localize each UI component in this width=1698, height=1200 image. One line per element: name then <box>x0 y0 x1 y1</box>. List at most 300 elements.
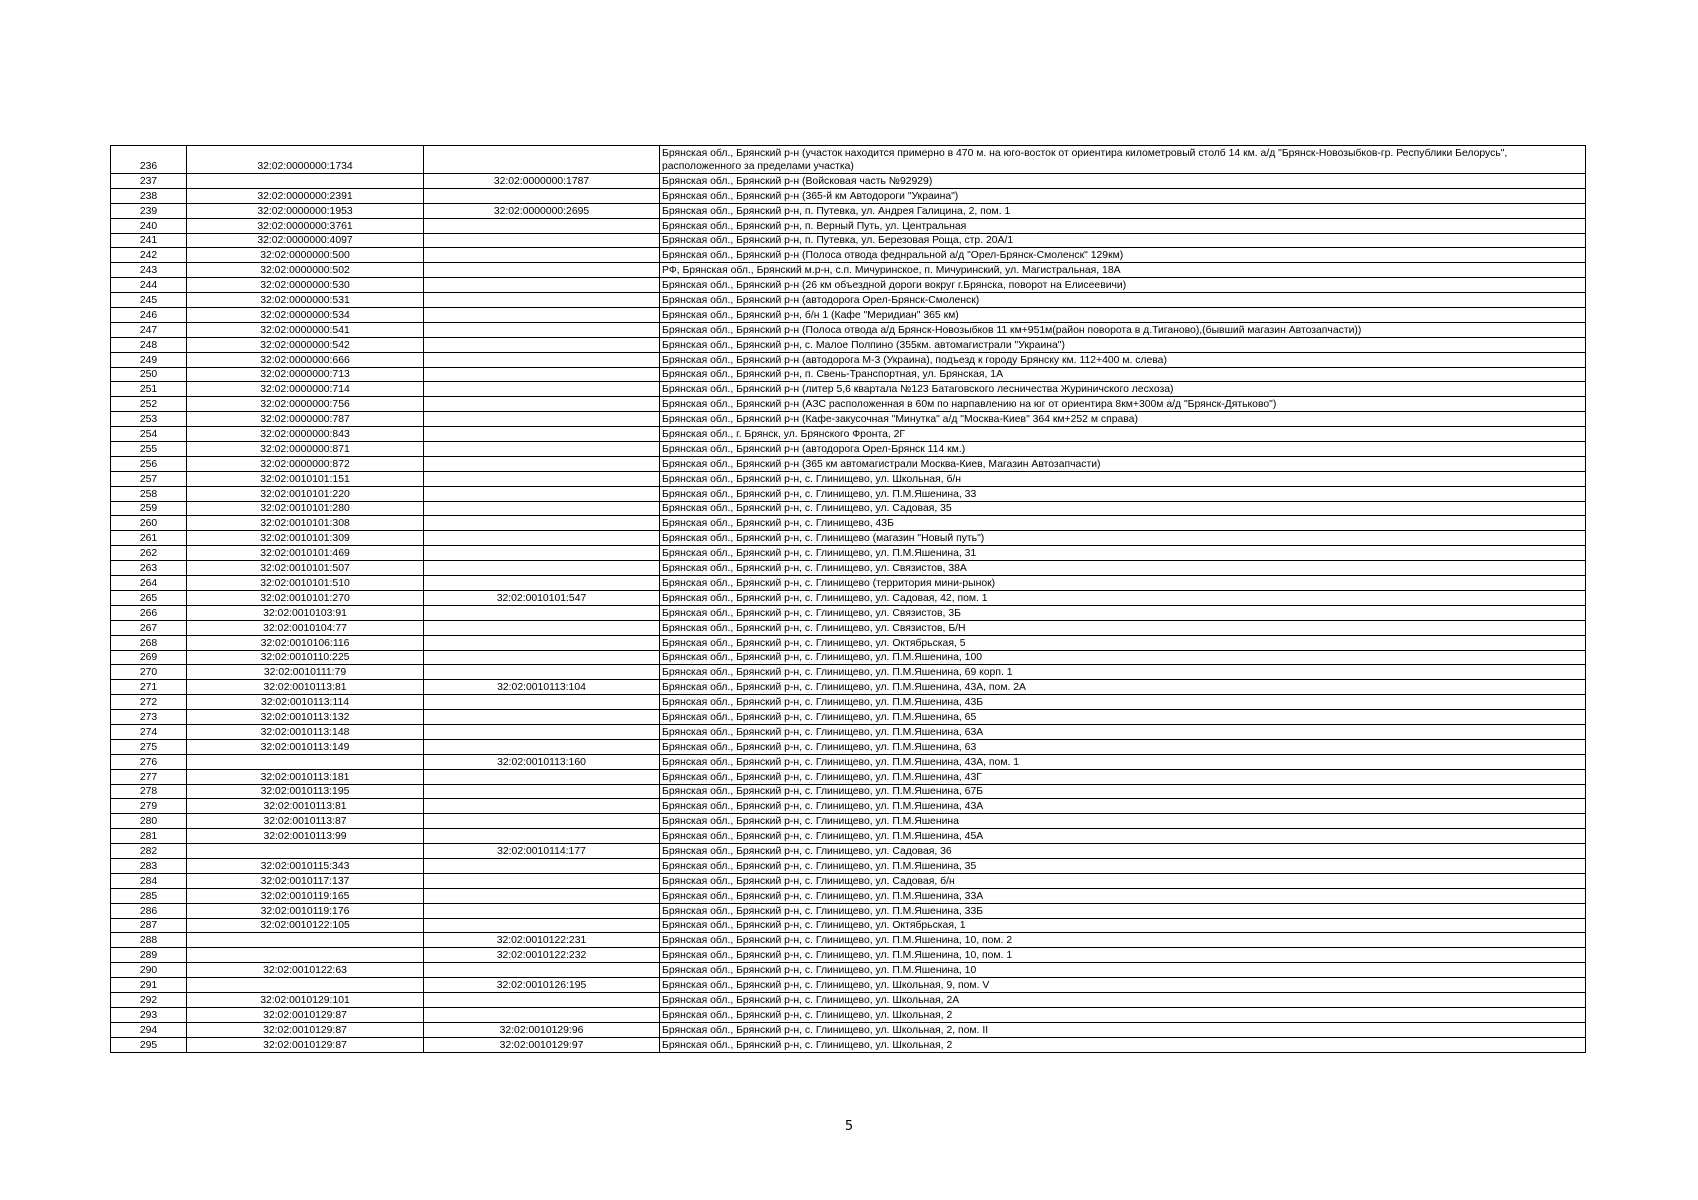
table-row <box>111 278 1586 293</box>
object-cadastral-number-cell: 32:02:0010113:104 <box>424 680 660 695</box>
row-number-cell: 284 <box>111 873 187 888</box>
object-cadastral-number-cell <box>424 456 660 471</box>
table-row <box>111 486 1586 501</box>
land-cadastral-number-cell: 32:02:0010113:132 <box>187 710 424 725</box>
row-number-cell: 236 <box>111 146 187 174</box>
object-cadastral-number-cell <box>424 188 660 203</box>
land-cadastral-number-cell: 32:02:0000000:666 <box>187 352 424 367</box>
table-row <box>111 546 1586 561</box>
row-number-cell: 261 <box>111 531 187 546</box>
land-cadastral-number-cell: 32:02:0000000:541 <box>187 322 424 337</box>
row-number-cell: 277 <box>111 769 187 784</box>
land-cadastral-number-cell: 32:02:0010129:87 <box>187 1037 424 1052</box>
row-number-cell: 242 <box>111 248 187 263</box>
object-cadastral-number-cell <box>424 769 660 784</box>
address-cell: Брянская обл., Брянский р-н, с. Глинищево, ул. Школьная, 2А <box>660 992 1586 1007</box>
object-cadastral-number-cell <box>424 263 660 278</box>
row-number-cell: 266 <box>111 605 187 620</box>
land-cadastral-number-cell: 32:02:0000000:542 <box>187 337 424 352</box>
table-row <box>111 918 1586 933</box>
row-number-cell: 241 <box>111 233 187 248</box>
object-cadastral-number-cell <box>424 799 660 814</box>
object-cadastral-number-cell: 32:02:0000000:1787 <box>424 174 660 189</box>
table-row <box>111 948 1586 963</box>
land-cadastral-number-cell: 32:02:0010113:81 <box>187 799 424 814</box>
address-cell: Брянская обл., Брянский р-н, с. Глинищево, ул. П.М.Яшенина <box>660 814 1586 829</box>
land-cadastral-number-cell: 32:02:0010119:165 <box>187 888 424 903</box>
row-number-cell: 275 <box>111 739 187 754</box>
object-cadastral-number-cell <box>424 501 660 516</box>
table-row <box>111 427 1586 442</box>
table-row <box>111 382 1586 397</box>
address-cell: Брянская обл., Брянский р-н, с. Глинищево, ул. П.М.Яшенина, 45А <box>660 829 1586 844</box>
row-number-cell: 238 <box>111 188 187 203</box>
table-row <box>111 933 1586 948</box>
object-cadastral-number-cell <box>424 367 660 382</box>
land-cadastral-number-cell: 32:02:0010101:220 <box>187 486 424 501</box>
table-row <box>111 308 1586 323</box>
row-number-cell: 278 <box>111 784 187 799</box>
land-cadastral-number-cell: 32:02:0010119:176 <box>187 903 424 918</box>
land-cadastral-number-cell: 32:02:0000000:530 <box>187 278 424 293</box>
table-row <box>111 337 1586 352</box>
row-number-cell: 288 <box>111 933 187 948</box>
object-cadastral-number-cell <box>424 531 660 546</box>
row-number-cell: 270 <box>111 665 187 680</box>
table-row <box>111 516 1586 531</box>
address-cell: Брянская обл., Брянский р-н, с. Глинищево, ул. Школьная, 2, пом. II <box>660 1022 1586 1037</box>
row-number-cell: 287 <box>111 918 187 933</box>
land-cadastral-number-cell: 32:02:0010113:148 <box>187 724 424 739</box>
row-number-cell: 263 <box>111 561 187 576</box>
address-cell: Брянская обл., Брянский р-н (Полоса отвода а/д Брянск-Новозыбков 11 км+951м(район поворота в д.Тиганово),(бывший магазин Автозапчасти)) <box>660 322 1586 337</box>
table-row <box>111 188 1586 203</box>
row-number-cell: 252 <box>111 397 187 412</box>
object-cadastral-number-cell <box>424 903 660 918</box>
address-cell: Брянская обл., Брянский р-н, с. Глинищево, ул. Связистов, 3Б <box>660 605 1586 620</box>
table-row <box>111 1037 1586 1052</box>
table-row <box>111 829 1586 844</box>
row-number-cell: 268 <box>111 635 187 650</box>
object-cadastral-number-cell: 32:02:0010113:160 <box>424 754 660 769</box>
table-row <box>111 903 1586 918</box>
row-number-cell: 271 <box>111 680 187 695</box>
address-cell: Брянская обл., Брянский р-н (Кафе-закусочная "Минутка" а/д "Москва-Киев" 364 км+252 м справа) <box>660 412 1586 427</box>
land-cadastral-number-cell: 32:02:0000000:2391 <box>187 188 424 203</box>
land-cadastral-number-cell: 32:02:0010113:149 <box>187 739 424 754</box>
object-cadastral-number-cell <box>424 873 660 888</box>
address-cell: Брянская обл., Брянский р-н, п. Свень-Транспортная, ул. Брянская, 1А <box>660 367 1586 382</box>
table-row <box>111 248 1586 263</box>
row-number-cell: 280 <box>111 814 187 829</box>
address-cell: Брянская обл., Брянский р-н, с. Глинищево, ул. Школьная, б/н <box>660 471 1586 486</box>
table-row <box>111 888 1586 903</box>
land-cadastral-number-cell: 32:02:0010129:87 <box>187 1007 424 1022</box>
land-cadastral-number-cell: 32:02:0010129:101 <box>187 992 424 1007</box>
object-cadastral-number-cell <box>424 695 660 710</box>
object-cadastral-number-cell <box>424 650 660 665</box>
object-cadastral-number-cell <box>424 322 660 337</box>
table-row <box>111 620 1586 635</box>
address-cell: Брянская обл., Брянский р-н, п. Путевка, ул. Андрея Галицина, 2, пом. 1 <box>660 203 1586 218</box>
object-cadastral-number-cell <box>424 605 660 620</box>
land-cadastral-number-cell <box>187 844 424 859</box>
land-cadastral-number-cell: 32:02:0000000:534 <box>187 308 424 323</box>
object-cadastral-number-cell <box>424 412 660 427</box>
table-row <box>111 1022 1586 1037</box>
address-cell: Брянская обл., Брянский р-н, с. Глинищево, ул. П.М.Яшенина, 63А <box>660 724 1586 739</box>
object-cadastral-number-cell: 32:02:0010129:97 <box>424 1037 660 1052</box>
table-row <box>111 590 1586 605</box>
row-number-cell: 265 <box>111 590 187 605</box>
row-number-cell: 286 <box>111 903 187 918</box>
address-cell: Брянская обл., Брянский р-н, с. Глинищево, ул. П.М.Яшенина, 33 <box>660 486 1586 501</box>
table-row <box>111 501 1586 516</box>
object-cadastral-number-cell <box>424 278 660 293</box>
land-cadastral-number-cell: 32:02:0010110:225 <box>187 650 424 665</box>
row-number-cell: 246 <box>111 308 187 323</box>
row-number-cell: 244 <box>111 278 187 293</box>
table-row <box>111 695 1586 710</box>
address-cell: Брянская обл., Брянский р-н, с. Глинищево, ул. Октябрьская, 1 <box>660 918 1586 933</box>
address-cell: Брянская обл., Брянский р-н (автодорога М-3 (Украина), подъезд к городу Брянску км. 112+400 м. слева) <box>660 352 1586 367</box>
address-cell: Брянская обл., Брянский р-н, с. Глинищево (магазин "Новый путь") <box>660 531 1586 546</box>
page-number: 5 <box>844 1119 854 1134</box>
address-cell: Брянская обл., Брянский р-н, с. Глинищево, ул. Школьная, 2 <box>660 1037 1586 1052</box>
land-cadastral-number-cell: 32:02:0010101:270 <box>187 590 424 605</box>
object-cadastral-number-cell <box>424 516 660 531</box>
object-cadastral-number-cell: 32:02:0010122:232 <box>424 948 660 963</box>
object-cadastral-number-cell <box>424 382 660 397</box>
table-row <box>111 680 1586 695</box>
address-cell: Брянская обл., Брянский р-н, с. Глинищево, ул. Садовая, 35 <box>660 501 1586 516</box>
object-cadastral-number-cell <box>424 442 660 457</box>
row-number-cell: 258 <box>111 486 187 501</box>
land-cadastral-number-cell: 32:02:0000000:713 <box>187 367 424 382</box>
land-cadastral-number-cell: 32:02:0010101:510 <box>187 576 424 591</box>
object-cadastral-number-cell <box>424 546 660 561</box>
object-cadastral-number-cell <box>424 963 660 978</box>
land-cadastral-number-cell: 32:02:0010101:469 <box>187 546 424 561</box>
address-cell: Брянская обл., Брянский р-н (участок находится примерно в 470 м. на юго-восток от ориентира километровый столб 14 км. а/д "Брянск-Новозыбков-гр. Республики Белорусь", расположенного за пределами участка) <box>660 146 1586 174</box>
table-row <box>111 203 1586 218</box>
address-cell: Брянская обл., Брянский р-н, с. Глинищево, ул. П.М.Яшенина, 69 корп. 1 <box>660 665 1586 680</box>
address-cell: Брянская обл., Брянский р-н (автодорога Орел-Брянск-Смоленск) <box>660 293 1586 308</box>
row-number-cell: 257 <box>111 471 187 486</box>
object-cadastral-number-cell <box>424 784 660 799</box>
object-cadastral-number-cell <box>424 146 660 174</box>
address-cell: Брянская обл., Брянский р-н (Войсковая часть №92929) <box>660 174 1586 189</box>
row-number-cell: 240 <box>111 218 187 233</box>
table-row <box>111 724 1586 739</box>
row-number-cell: 269 <box>111 650 187 665</box>
table-row <box>111 322 1586 337</box>
address-cell: Брянская обл., г. Брянск, ул. Брянского Фронта, 2Г <box>660 427 1586 442</box>
table-row <box>111 293 1586 308</box>
address-cell: Брянская обл., Брянский р-н, п. Верный Путь, ул. Центральная <box>660 218 1586 233</box>
row-number-cell: 248 <box>111 337 187 352</box>
land-cadastral-number-cell: 32:02:0010104:77 <box>187 620 424 635</box>
object-cadastral-number-cell <box>424 337 660 352</box>
land-cadastral-number-cell: 32:02:0000000:843 <box>187 427 424 442</box>
table-row <box>111 218 1586 233</box>
object-cadastral-number-cell <box>424 724 660 739</box>
object-cadastral-number-cell <box>424 829 660 844</box>
address-cell: Брянская обл., Брянский р-н, с. Глинищево, 43Б <box>660 516 1586 531</box>
address-cell: Брянская обл., Брянский р-н (365-й км Автодороги "Украина") <box>660 188 1586 203</box>
row-number-cell: 251 <box>111 382 187 397</box>
table-row <box>111 1007 1586 1022</box>
object-cadastral-number-cell <box>424 352 660 367</box>
object-cadastral-number-cell <box>424 710 660 725</box>
land-cadastral-number-cell: 32:02:0000000:531 <box>187 293 424 308</box>
object-cadastral-number-cell <box>424 486 660 501</box>
address-cell: Брянская обл., Брянский р-н, с. Глинищево, ул. П.М.Яшенина, 65 <box>660 710 1586 725</box>
row-number-cell: 274 <box>111 724 187 739</box>
table-row <box>111 710 1586 725</box>
land-cadastral-number-cell: 32:02:0010101:507 <box>187 561 424 576</box>
row-number-cell: 247 <box>111 322 187 337</box>
object-cadastral-number-cell <box>424 308 660 323</box>
object-cadastral-number-cell <box>424 427 660 442</box>
object-cadastral-number-cell <box>424 739 660 754</box>
row-number-cell: 281 <box>111 829 187 844</box>
table-row <box>111 605 1586 620</box>
land-cadastral-number-cell: 32:02:0000000:502 <box>187 263 424 278</box>
table-row <box>111 233 1586 248</box>
object-cadastral-number-cell <box>424 218 660 233</box>
object-cadastral-number-cell <box>424 858 660 873</box>
row-number-cell: 259 <box>111 501 187 516</box>
address-cell: РФ, Брянская обл., Брянский м.р-н, с.п. Мичуринское, п. Мичуринский, ул. Магистральная, 18А <box>660 263 1586 278</box>
table-row <box>111 263 1586 278</box>
land-cadastral-number-cell <box>187 948 424 963</box>
row-number-cell: 283 <box>111 858 187 873</box>
object-cadastral-number-cell <box>424 576 660 591</box>
table-row <box>111 769 1586 784</box>
object-cadastral-number-cell <box>424 397 660 412</box>
address-cell: Брянская обл., Брянский р-н, с. Глинищево, ул. Связистов, 38А <box>660 561 1586 576</box>
land-cadastral-number-cell: 32:02:0010113:87 <box>187 814 424 829</box>
land-cadastral-number-cell: 32:02:0010113:99 <box>187 829 424 844</box>
address-cell: Брянская обл., Брянский р-н (365 км автомагистрали Москва-Киев, Магазин Автозапчасти) <box>660 456 1586 471</box>
table-body <box>111 146 1586 1053</box>
row-number-cell: 249 <box>111 352 187 367</box>
table-row <box>111 665 1586 680</box>
row-number-cell: 293 <box>111 1007 187 1022</box>
address-cell: Брянская обл., Брянский р-н, с. Глинищево, ул. Связистов, Б/Н <box>660 620 1586 635</box>
object-cadastral-number-cell <box>424 561 660 576</box>
row-number-cell: 290 <box>111 963 187 978</box>
address-cell: Брянская обл., Брянский р-н, с. Глинищево, ул. П.М.Яшенина, 63 <box>660 739 1586 754</box>
land-cadastral-number-cell: 32:02:0010115:343 <box>187 858 424 873</box>
address-cell: Брянская обл., Брянский р-н, п. Путевка, ул. Березовая Роща, стр. 20А/1 <box>660 233 1586 248</box>
row-number-cell: 260 <box>111 516 187 531</box>
land-cadastral-number-cell: 32:02:0000000:871 <box>187 442 424 457</box>
row-number-cell: 295 <box>111 1037 187 1052</box>
object-cadastral-number-cell: 32:02:0010122:231 <box>424 933 660 948</box>
address-cell: Брянская обл., Брянский р-н (АЗС расположенная в 60м по нарпавлению на юг от ориентира 8км+300м а/д "Брянск-Дятьково") <box>660 397 1586 412</box>
land-cadastral-number-cell <box>187 174 424 189</box>
address-cell: Брянская обл., Брянский р-н (26 км объездной дороги вокруг г.Брянска, поворот на Елисеевичи) <box>660 278 1586 293</box>
row-number-cell: 276 <box>111 754 187 769</box>
address-cell: Брянская обл., Брянский р-н (литер 5,6 квартала №123 Батаговского лесничества Журиничского лесхоза) <box>660 382 1586 397</box>
land-cadastral-number-cell: 32:02:0000000:872 <box>187 456 424 471</box>
object-cadastral-number-cell <box>424 248 660 263</box>
land-cadastral-number-cell: 32:02:0010122:105 <box>187 918 424 933</box>
table-row <box>111 442 1586 457</box>
land-cadastral-number-cell: 32:02:0010101:151 <box>187 471 424 486</box>
table-row <box>111 397 1586 412</box>
address-cell: Брянская обл., Брянский р-н, с. Глинищево, ул. Садовая, 36 <box>660 844 1586 859</box>
table-row <box>111 799 1586 814</box>
address-cell: Брянская обл., Брянский р-н, с. Малое Полпино (355км. автомагистрали "Украина") <box>660 337 1586 352</box>
address-cell: Брянская обл., Брянский р-н, с. Глинищево, ул. П.М.Яшенина, 10 <box>660 963 1586 978</box>
object-cadastral-number-cell <box>424 992 660 1007</box>
land-cadastral-number-cell: 32:02:0000000:3761 <box>187 218 424 233</box>
land-cadastral-number-cell: 32:02:0010103:91 <box>187 605 424 620</box>
address-cell: Брянская обл., Брянский р-н, с. Глинищево, ул. П.М.Яшенина, 100 <box>660 650 1586 665</box>
row-number-cell: 264 <box>111 576 187 591</box>
row-number-cell: 282 <box>111 844 187 859</box>
row-number-cell: 256 <box>111 456 187 471</box>
address-cell: Брянская обл., Брянский р-н, б/н 1 (Кафе "Меридиан" 365 км) <box>660 308 1586 323</box>
address-cell: Брянская обл., Брянский р-н (автодорога Орел-Брянск 114 км.) <box>660 442 1586 457</box>
land-cadastral-number-cell: 32:02:0010122:63 <box>187 963 424 978</box>
table-row <box>111 739 1586 754</box>
object-cadastral-number-cell <box>424 471 660 486</box>
row-number-cell: 243 <box>111 263 187 278</box>
row-number-cell: 289 <box>111 948 187 963</box>
row-number-cell: 272 <box>111 695 187 710</box>
table-row <box>111 561 1586 576</box>
table-row <box>111 992 1586 1007</box>
object-cadastral-number-cell: 32:02:0010114:177 <box>424 844 660 859</box>
land-cadastral-number-cell: 32:02:0010129:87 <box>187 1022 424 1037</box>
land-cadastral-number-cell: 32:02:0010101:309 <box>187 531 424 546</box>
row-number-cell: 292 <box>111 992 187 1007</box>
row-number-cell: 253 <box>111 412 187 427</box>
address-cell: Брянская обл., Брянский р-н, с. Глинищево, ул. П.М.Яшенина, 67Б <box>660 784 1586 799</box>
row-number-cell: 279 <box>111 799 187 814</box>
address-cell: Брянская обл., Брянский р-н, с. Глинищево, ул. Школьная, 2 <box>660 1007 1586 1022</box>
land-cadastral-number-cell: 32:02:0000000:756 <box>187 397 424 412</box>
address-cell: Брянская обл., Брянский р-н, с. Глинищево (территория мини-рынок) <box>660 576 1586 591</box>
row-number-cell: 254 <box>111 427 187 442</box>
row-number-cell: 245 <box>111 293 187 308</box>
table-row <box>111 576 1586 591</box>
object-cadastral-number-cell <box>424 233 660 248</box>
land-cadastral-number-cell: 32:02:0010101:308 <box>187 516 424 531</box>
table-row <box>111 858 1586 873</box>
table-row <box>111 531 1586 546</box>
table-row <box>111 174 1586 189</box>
land-cadastral-number-cell: 32:02:0010117:137 <box>187 873 424 888</box>
table-row <box>111 814 1586 829</box>
table-row <box>111 650 1586 665</box>
table-row <box>111 844 1586 859</box>
address-cell: Брянская обл., Брянский р-н, с. Глинищево, ул. Садовая, б/н <box>660 873 1586 888</box>
table-row <box>111 635 1586 650</box>
address-cell: Брянская обл., Брянский р-н, с. Глинищево, ул. П.М.Яшенина, 33А <box>660 888 1586 903</box>
object-cadastral-number-cell <box>424 620 660 635</box>
land-cadastral-number-cell <box>187 978 424 993</box>
land-cadastral-number-cell: 32:02:0010101:280 <box>187 501 424 516</box>
land-cadastral-number-cell: 32:02:0010106:116 <box>187 635 424 650</box>
land-cadastral-number-cell: 32:02:0000000:4097 <box>187 233 424 248</box>
address-cell: Брянская обл., Брянский р-н, с. Глинищево, ул. Школьная, 9, пом. V <box>660 978 1586 993</box>
land-cadastral-number-cell: 32:02:0000000:1953 <box>187 203 424 218</box>
address-cell: Брянская обл., Брянский р-н, с. Глинищево, ул. Октябрьская, 5 <box>660 635 1586 650</box>
row-number-cell: 250 <box>111 367 187 382</box>
address-cell: Брянская обл., Брянский р-н, с. Глинищево, ул. Садовая, 42, пом. 1 <box>660 590 1586 605</box>
object-cadastral-number-cell <box>424 888 660 903</box>
table-row <box>111 978 1586 993</box>
object-cadastral-number-cell <box>424 814 660 829</box>
land-cadastral-number-cell: 32:02:0010113:81 <box>187 680 424 695</box>
row-number-cell: 294 <box>111 1022 187 1037</box>
address-cell: Брянская обл., Брянский р-н (Полоса отвода феднральной а/д "Орел-Брянск-Смоленск" 129км) <box>660 248 1586 263</box>
table-row <box>111 471 1586 486</box>
object-cadastral-number-cell: 32:02:0010126:195 <box>424 978 660 993</box>
address-cell: Брянская обл., Брянский р-н, с. Глинищево, ул. П.М.Яшенина, 35 <box>660 858 1586 873</box>
address-cell: Брянская обл., Брянский р-н, с. Глинищево, ул. П.М.Яшенина, 43А, пом. 1 <box>660 754 1586 769</box>
table-row <box>111 367 1586 382</box>
object-cadastral-number-cell <box>424 293 660 308</box>
row-number-cell: 291 <box>111 978 187 993</box>
address-cell: Брянская обл., Брянский р-н, с. Глинищево, ул. П.М.Яшенина, 33Б <box>660 903 1586 918</box>
address-cell: Брянская обл., Брянский р-н, с. Глинищево, ул. П.М.Яшенина, 31 <box>660 546 1586 561</box>
address-cell: Брянская обл., Брянский р-н, с. Глинищево, ул. П.М.Яшенина, 10, пом. 1 <box>660 948 1586 963</box>
table-row <box>111 754 1586 769</box>
address-cell: Брянская обл., Брянский р-н, с. Глинищево, ул. П.М.Яшенина, 43Б <box>660 695 1586 710</box>
table-row <box>111 963 1586 978</box>
table-row <box>111 873 1586 888</box>
table-row <box>111 784 1586 799</box>
address-cell: Брянская обл., Брянский р-н, с. Глинищево, ул. П.М.Яшенина, 10, пом. 2 <box>660 933 1586 948</box>
property-table <box>110 145 1586 1053</box>
table-row <box>111 146 1586 174</box>
land-cadastral-number-cell: 32:02:0010113:114 <box>187 695 424 710</box>
land-cadastral-number-cell: 32:02:0000000:1734 <box>187 146 424 174</box>
object-cadastral-number-cell <box>424 918 660 933</box>
address-cell: Брянская обл., Брянский р-н, с. Глинищево, ул. П.М.Яшенина, 43А <box>660 799 1586 814</box>
row-number-cell: 285 <box>111 888 187 903</box>
address-cell: Брянская обл., Брянский р-н, с. Глинищево, ул. П.М.Яшенина, 43Г <box>660 769 1586 784</box>
land-cadastral-number-cell: 32:02:0010113:195 <box>187 784 424 799</box>
object-cadastral-number-cell <box>424 1007 660 1022</box>
land-cadastral-number-cell: 32:02:0000000:500 <box>187 248 424 263</box>
land-cadastral-number-cell: 32:02:0000000:787 <box>187 412 424 427</box>
row-number-cell: 239 <box>111 203 187 218</box>
land-cadastral-number-cell <box>187 933 424 948</box>
table-row <box>111 412 1586 427</box>
land-cadastral-number-cell: 32:02:0010113:181 <box>187 769 424 784</box>
table-row <box>111 456 1586 471</box>
object-cadastral-number-cell: 32:02:0010101:547 <box>424 590 660 605</box>
land-cadastral-number-cell <box>187 754 424 769</box>
object-cadastral-number-cell: 32:02:0010129:96 <box>424 1022 660 1037</box>
address-cell: Брянская обл., Брянский р-н, с. Глинищево, ул. П.М.Яшенина, 43А, пом. 2А <box>660 680 1586 695</box>
table-row <box>111 352 1586 367</box>
row-number-cell: 267 <box>111 620 187 635</box>
row-number-cell: 262 <box>111 546 187 561</box>
row-number-cell: 255 <box>111 442 187 457</box>
row-number-cell: 273 <box>111 710 187 725</box>
row-number-cell: 237 <box>111 174 187 189</box>
land-cadastral-number-cell: 32:02:0010111:79 <box>187 665 424 680</box>
land-cadastral-number-cell: 32:02:0000000:714 <box>187 382 424 397</box>
